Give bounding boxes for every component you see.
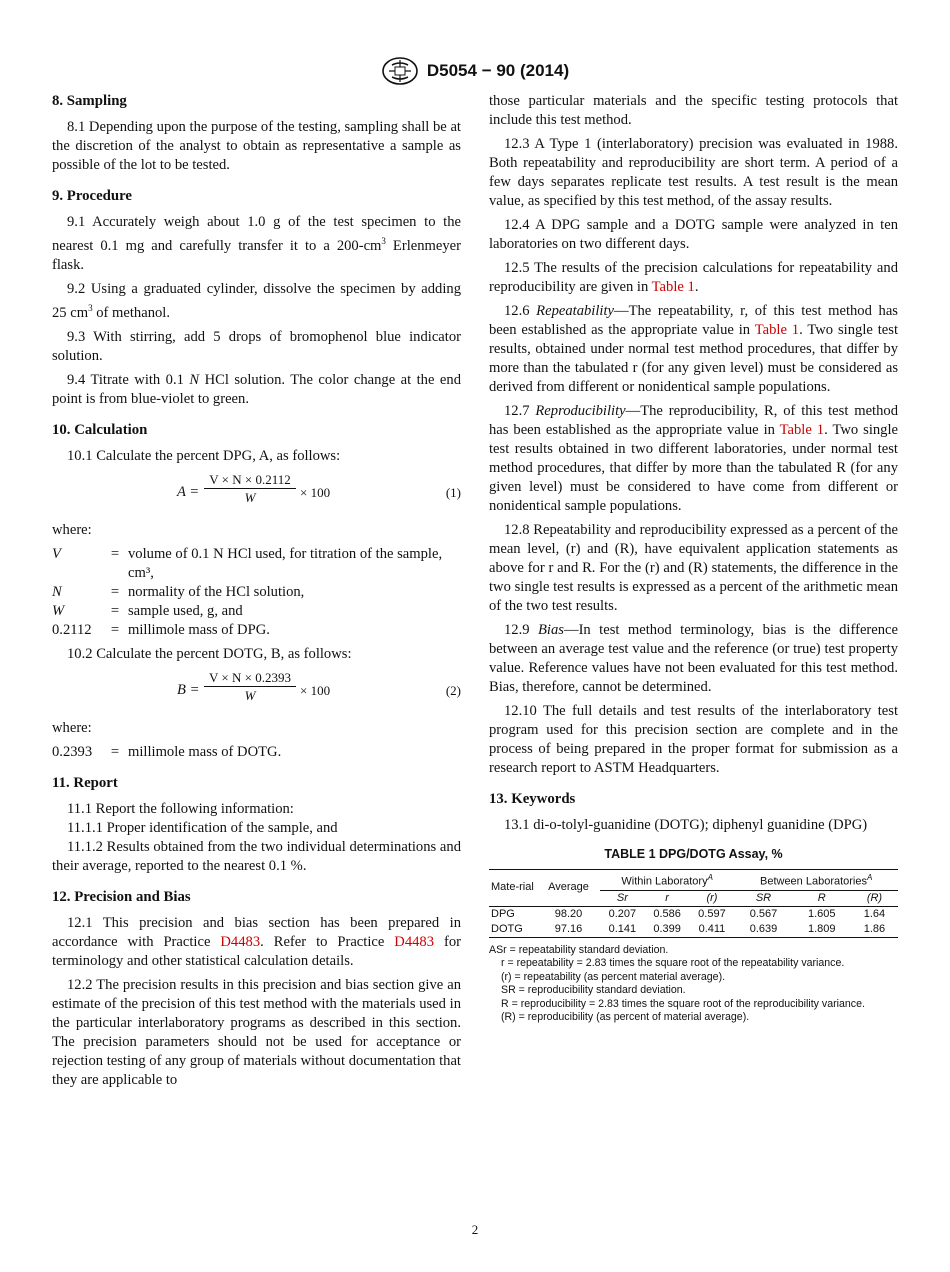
section-heading-procedure: 9. Procedure xyxy=(52,188,132,204)
table-1-link[interactable]: Table 1 xyxy=(651,279,695,295)
paragraph-13-1: 13.1 di-o-tolyl-guanidine (DOTG); diphenyl guanidine (DPG) xyxy=(504,817,868,833)
definition-row: V = volume of 0.1 N HCl used, for titration of the sample, cm³, xyxy=(52,545,443,581)
table-1-link[interactable]: Table 1 xyxy=(754,322,800,338)
paragraph-9-2: 9.2 Using a graduated cylinder, dissolve the specimen by adding 25 $cm^3$ of methanol. xyxy=(52,280,461,321)
paragraph-12-4: 12.4 A DPG sample and a DOTG sample were analyzed in ten laboratories on two different days. xyxy=(489,217,898,252)
right-column xyxy=(489,92,898,1025)
page-header xyxy=(0,56,950,86)
paragraph-12-8: 12.8 Repeatability and reproducibility expressed as a percent of the mean level, (r) and (R), have equivalent application statements as above for r and R. For the (r) and (R) statements, the difference in the two single test results is expressed as a percent of the arithmetic mean of the two test results. xyxy=(489,522,898,614)
paragraph-12-2-continued: those particular materials and the specific testing protocols that include this test method. xyxy=(489,93,898,128)
column-group-within-lab: Within Laboratory$^A$ xyxy=(600,870,734,891)
section-heading-sampling: 8. Sampling xyxy=(52,93,127,109)
paragraph-12-6: 12.6 Repeatability—The repeatability, r, of this test method has been established as the appropriate value in Table 1. Two single test results, obtained under normal test method procedures, that differ by more than the tabulated r (for any given level) must be considered as derived from different or nonidentical sample populations. xyxy=(489,303,899,395)
page-number: 2 xyxy=(471,1222,479,1237)
column-header-r-percent: (r) xyxy=(690,890,735,906)
variable-definitions-2 xyxy=(52,743,461,762)
variable-definitions-1 xyxy=(52,545,461,640)
table-footnotes xyxy=(489,944,898,1025)
astm-logo-icon xyxy=(381,56,419,86)
footnote: (r) = repeatability (as percent material average). xyxy=(501,970,726,983)
definition-row: 0.2393 = millimole mass of DOTG. xyxy=(52,743,282,760)
footnote: ASr = repeatability standard deviation. xyxy=(489,943,669,956)
footnote: r = repeatability = 2.83 times the square root of the repeatability variance. xyxy=(501,957,845,970)
paragraph-9-3: 9.3 With stirring, add 5 drops of bromophenol blue indicator solution. xyxy=(52,328,461,364)
section-heading-precision-bias: 12. Precision and Bias xyxy=(52,888,191,905)
precision-table xyxy=(489,869,898,938)
table-caption: TABLE 1 DPG/DOTG Assay, % xyxy=(604,847,783,861)
paragraph-12-2: 12.2 The precision results in this precision and bias section give an estimate of the precision of this test method with the materials used in the particular interlaboratory programs as described in this section. The precision parameters should not be used for acceptance or rejection testing of any group of materials without documentation that they are applicable to xyxy=(52,976,461,1088)
column-header-sR: SR xyxy=(734,890,792,906)
section-heading-report: 11. Report xyxy=(52,774,118,791)
footnote: SR = reproducibility standard deviation. xyxy=(501,984,686,997)
definition-row: 0.2112 = millimole mass of DPG. xyxy=(52,621,270,638)
paragraph-11-1: 11.1 Report the following information: xyxy=(67,800,294,817)
paragraph-10-1: 10.1 Calculate the percent DPG, A, as follows: xyxy=(67,447,341,464)
practice-d4483-link[interactable]: D4483 xyxy=(394,933,435,950)
table-1 xyxy=(489,845,898,1025)
paragraph-12-7: 12.7 Reproducibility—The reproducibility, R, of this test method has been established as the appropriate value in Table 1. Two single test results obtained in two different laboratories, under normal test method procedures, that differ by more than the tabulated R (for any given level) must be considered to have come from different or nonidentical sample populations. xyxy=(489,403,898,514)
column-header-material: Mate-rial xyxy=(489,870,537,907)
paragraph-9-1: 9.1 Accurately weigh about 1.0 g of the test specimen to the nearest 0.1 mg and carefully transfer it to a $200-cm^3$ Erlenmeyer flask. xyxy=(52,214,461,273)
column-header-sr: Sr xyxy=(600,890,645,906)
paragraph-9-4: 9.4 Titrate with 0.1 N HCl solution. The color change at the end point is from blue-violet to green. xyxy=(52,371,461,407)
section-heading-keywords: 13. Keywords xyxy=(489,791,576,807)
paragraph-12-9: 12.9 Bias—In test method terminology, bias is the difference between an average test value and the reference (or true) test property value. Reference values have not been evaluated for this test method. Bias, therefore, cannot be determined. xyxy=(489,622,899,695)
column-header-R-percent: (R) xyxy=(851,890,898,906)
table-row: DPG 98.20 0.207 0.586 0.597 0.567 1.605 1.64 xyxy=(491,907,886,920)
column-header-R: R xyxy=(793,890,851,906)
paragraph-12-10: 12.10 The full details and test results of the interlaboratory test program used for this precision section are complete and in the process of being prepared in the proper format for submission as a research report to ASTM Headquarters. xyxy=(489,703,898,776)
table-row: DOTG 97.16 0.141 0.399 0.411 0.639 1.809 1.86 xyxy=(489,922,898,938)
footnote: (R) = reproducibility (as percent of material average). xyxy=(501,1011,750,1024)
equation-2: B = $\frac{V \times N \times 0.2393}{W}$ × 100 (2) xyxy=(177,669,461,703)
table-1-link[interactable]: Table 1 xyxy=(779,422,825,438)
paragraph-11-1-2: 11.1.2 Results obtained from the two individual determinations and their average, reported to the nearest 0.1 %. xyxy=(52,838,461,874)
definition-row: N = normality of the HCl solution, xyxy=(52,583,305,600)
practice-d4483-link[interactable]: D4483 xyxy=(220,933,261,950)
column-group-between-labs: Between Laboratories$^A$ xyxy=(734,870,898,891)
paragraph-10-2: 10.2 Calculate the percent DOTG, B, as follows: xyxy=(67,645,352,662)
left-column xyxy=(52,92,461,1095)
equation-1: A = $\frac{V \times N \times 0.2112}{W}$ × 100 (1) xyxy=(177,471,461,505)
paragraph-11-1-1: 11.1.1 Proper identification of the sample, and xyxy=(67,819,338,836)
section-heading-calculation: 10. Calculation xyxy=(52,421,148,438)
column-header-average: Average xyxy=(537,870,600,907)
column-header-r: r xyxy=(645,890,690,906)
where-label-1: where: xyxy=(52,521,92,538)
footnote: R = reproducibility = 2.83 times the square root of the reproducibility variance. xyxy=(501,997,865,1010)
standard-designation: D5054 − 90 (2014) xyxy=(426,61,570,80)
definition-row: W = sample used, g, and xyxy=(52,602,243,619)
where-label-2: where: xyxy=(52,719,92,736)
paragraph-12-5: 12.5 The results of the precision calculations for repeatability and reproducibility are given in Table 1. xyxy=(489,260,898,295)
paragraph-12-1: 12.1 This precision and bias section has been prepared in accordance with Practice D4483. Refer to Practice D4483 for terminology and other statistical calculation details. xyxy=(52,914,461,969)
paragraph-12-3: 12.3 A Type 1 (interlaboratory) precision was evaluated in 1988. Both repeatability and reproducibility are short term. A period of a few days separates replicate test results. A test result is the mean value, as specified by this test method, of the assay results. xyxy=(489,136,898,209)
paragraph-8-1: 8.1 Depending upon the purpose of the testing, sampling shall be at the discretion of the analyst to obtain as representative a sample as possible of the lot to be tested. xyxy=(52,119,461,173)
